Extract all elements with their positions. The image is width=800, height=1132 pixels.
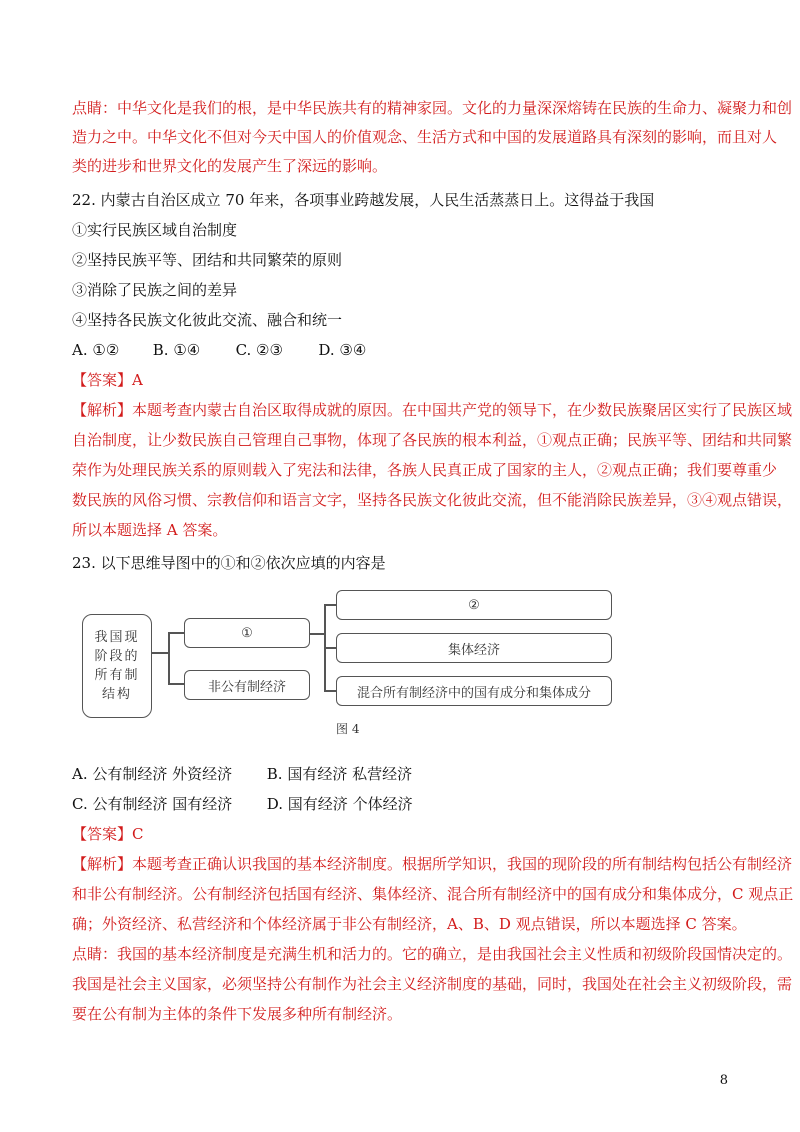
q22-analysis-4: 数民族的风俗习惯、宗教信仰和语言文字，坚持各民族文化彼此交流，但不能消除民族差异，③④观点错误， (72, 491, 793, 509)
q23-tip-2: 我国是社会主义国家，必须坚持公有制作为社会主义经济制度的基础，同时，我国处在社会主义初级阶段，需 (72, 975, 793, 993)
node-2-blank: ② (336, 590, 612, 620)
root-line-4: 结构 (101, 687, 132, 702)
q22-analysis-2: 自治制度，让少数民族自己管理自己事物，体现了各民族的根本利益，①观点正确；民族平等、团结和共同繁 (72, 431, 793, 449)
root-line-3: 所有制 (94, 668, 140, 683)
q23-option-b: B. 国有经济 私营经济 (266, 765, 413, 783)
q23-analysis-2: 和非公有制经济。公有制经济包括国有经济、集体经济、混合所有制经济中的国有成分和集体成分，C 观点正 (72, 885, 794, 903)
tip-line-1: 点睛：中华文化是我们的根，是中华民族共有的精神家园。文化的力量深深熔铸在民族的生命力、凝聚力和创 (72, 99, 793, 117)
connector (324, 690, 336, 692)
q22-option-d: D. ③④ (318, 341, 367, 359)
connector (152, 652, 168, 654)
q23-tip-3: 要在公有制为主体的条件下发展多种所有制经济。 (72, 1005, 403, 1023)
q22-analysis-3: 荣作为处理民族关系的原则载入了宪法和法律，各族人民真正成了国家的主人，②观点正确；我们要尊重少 (72, 461, 778, 479)
node-collective: 集体经济 (336, 633, 612, 663)
q22-option-a: A. ①② (72, 341, 120, 359)
node-1-blank: ① (184, 618, 310, 648)
q23-analysis-3: 确；外资经济、私营经济和个体经济属于非公有制经济，A、B、D 观点错误，所以本题选择 C 答案。 (72, 915, 747, 933)
q23-options-row-1 (72, 764, 412, 784)
q23-stem: 23. 以下思维导图中的①和②依次应填的内容是 (72, 554, 386, 572)
connector (168, 632, 170, 684)
node-mixed: 混合所有制经济中的国有成分和集体成分 (336, 676, 612, 706)
q22-option-c: C. ②③ (235, 341, 283, 359)
connector (324, 647, 336, 649)
connector (168, 632, 184, 634)
q23-option-c: C. 公有制经济 国有经济 (72, 795, 233, 813)
q23-option-a: A. 公有制经济 外资经济 (72, 765, 233, 783)
q23-tip-1: 点睛：我国的基本经济制度是充满生机和活力的。它的确立，是由我国社会主义性质和初级阶段国情决定的。 (72, 945, 793, 963)
mind-map-diagram (82, 586, 622, 736)
q22-item-4: ④坚持各民族文化彼此交流、融合和统一 (72, 311, 343, 329)
connector (168, 683, 184, 685)
page-number: 8 (719, 1073, 728, 1088)
q22-analysis-5: 所以本题选择 A 答案。 (72, 521, 228, 539)
q22-item-3: ③消除了民族之间的差异 (72, 281, 238, 299)
diagram-root-box (82, 614, 152, 718)
q23-options-row-2 (72, 794, 413, 814)
q22-analysis-1: 【解析】本题考查内蒙古自治区取得成就的原因。在中国共产党的领导下，在少数民族聚居区实行了民族区域 (72, 401, 793, 419)
q22-item-2: ②坚持民族平等、团结和共同繁荣的原则 (72, 251, 343, 269)
figure-caption: 图 4 (336, 722, 360, 736)
q22-answer: 【答案】A (72, 371, 143, 389)
q23-option-d: D. 国有经济 个体经济 (266, 795, 413, 813)
q22-options (72, 340, 366, 360)
q22-stem: 22. 内蒙古自治区成立 70 年来，各项事业跨越发展，人民生活蒸蒸日上。这得益于我国 (72, 191, 655, 209)
q22-option-b: B. ①④ (152, 341, 201, 359)
q23-analysis-1: 【解析】本题考查正确认识我国的基本经济制度。根据所学知识，我国的现阶段的所有制结构包括公有制经济 (72, 855, 793, 873)
q22-item-1: ①实行民族区域自治制度 (72, 221, 238, 239)
tip-line-2: 造力之中。中华文化不但对今天中国人的价值观念、生活方式和中国的发展道路具有深刻的影响，而且对人 (72, 128, 778, 146)
connector (324, 604, 336, 606)
q23-answer: 【答案】C (72, 825, 144, 843)
root-line-2: 阶段的 (94, 649, 140, 664)
node-nonpublic: 非公有制经济 (184, 670, 310, 700)
tip-line-3: 类的进步和世界文化的发展产生了深远的影响。 (72, 157, 388, 175)
connector (310, 633, 324, 635)
root-line-1: 我国现 (94, 630, 140, 645)
